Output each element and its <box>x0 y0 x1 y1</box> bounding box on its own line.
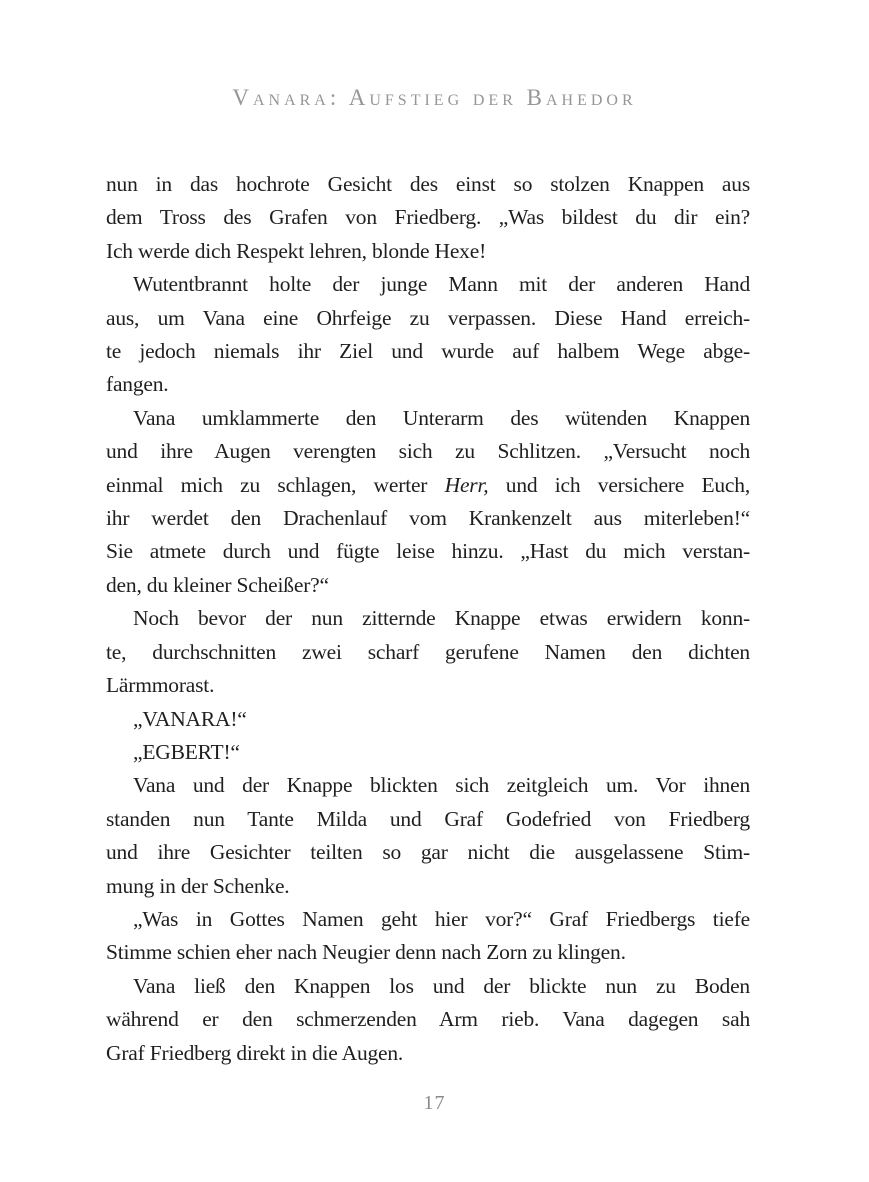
text-line <box>106 335 750 368</box>
text-line <box>106 1037 750 1070</box>
text-line <box>106 368 750 401</box>
text-line <box>106 201 750 234</box>
text-line <box>106 903 750 936</box>
paragraph <box>106 602 750 702</box>
text-segment: „VANARA!“ <box>133 706 247 731</box>
text-segment: te, durchschnitten zwei scharf gerufene Namen den dichten <box>106 639 750 664</box>
paragraph <box>106 903 750 970</box>
text-segment: Vana umklammerte den Unterarm des wütenden Knappen <box>133 405 750 430</box>
text-line <box>106 168 750 201</box>
text-segment: Ich werde dich Respekt lehren, blonde Hexe! <box>106 238 487 263</box>
text-segment: Lärmmorast. <box>106 673 215 698</box>
text-segment: aus, um Vana eine Ohrfeige zu verpassen. Diese Hand erreich- <box>106 305 750 330</box>
text-line <box>106 302 750 335</box>
text-line <box>106 435 750 468</box>
italic-text: Herr, <box>444 472 489 497</box>
text-segment: einmal mich zu schlagen, werter <box>106 472 445 497</box>
text-segment: mung in der Schenke. <box>106 873 290 898</box>
paragraph <box>106 736 750 769</box>
text-segment: während er den schmerzenden Arm rieb. Vana dagegen sah <box>106 1007 750 1032</box>
text-line <box>106 970 750 1003</box>
text-line <box>106 268 750 301</box>
text-line <box>106 803 750 836</box>
text-line <box>106 736 750 769</box>
text-segment: ihr werdet den Drachenlauf vom Krankenzelt aus miterleben!“ <box>106 506 750 531</box>
text-line <box>106 769 750 802</box>
text-segment: Vana ließ den Knappen los und der blickte nun zu Boden <box>133 973 750 998</box>
paragraph <box>106 268 750 402</box>
text-segment: te jedoch niemals ihr Ziel und wurde auf halbem Wege abge- <box>106 339 750 364</box>
paragraph <box>106 168 750 268</box>
text-line <box>106 1003 750 1036</box>
text-segment: und ich versichere Euch, <box>488 472 750 497</box>
text-segment: standen nun Tante Milda und Graf Godefried von Friedberg <box>106 806 750 831</box>
text-line <box>106 936 750 969</box>
text-segment: dem Tross des Grafen von Friedberg. „Was bildest du dir ein? <box>106 205 750 230</box>
text-segment: und ihre Augen verengten sich zu Schlitzen. „Versucht noch <box>106 439 750 464</box>
text-line <box>106 636 750 669</box>
text-line <box>106 502 750 535</box>
paragraph <box>106 402 750 602</box>
text-segment: Noch bevor der nun zitternde Knappe etwas erwidern konn- <box>133 606 750 631</box>
text-segment: nun in das hochrote Gesicht des einst so stolzen Knappen aus <box>106 172 750 196</box>
text-line <box>106 402 750 435</box>
text-segment: fangen. <box>106 372 169 397</box>
paragraph <box>106 970 750 1070</box>
text-segment: Graf Friedberg direkt in die Augen. <box>106 1040 404 1065</box>
text-line <box>106 836 750 869</box>
text-segment: „EGBERT!“ <box>133 739 240 764</box>
text-line <box>106 569 750 602</box>
paragraph <box>106 769 750 903</box>
text-line <box>106 703 750 736</box>
page-number: 17 <box>423 1092 446 1114</box>
text-segment: Stimme schien eher nach Neugier denn nach Zorn zu klingen. <box>106 940 626 965</box>
text-line <box>106 602 750 635</box>
text-line <box>106 870 750 903</box>
text-block <box>106 168 750 1070</box>
text-segment: den, du kleiner Scheißer?“ <box>106 572 329 597</box>
text-line <box>106 669 750 702</box>
text-segment: und ihre Gesichter teilten so gar nicht die ausgelassene Stim- <box>106 840 750 865</box>
text-segment: „Was in Gottes Namen geht hier vor?“ Graf Friedbergs tiefe <box>133 906 750 931</box>
text-segment: Wutentbrannt holte der junge Mann mit der anderen Hand <box>133 272 750 297</box>
text-segment: Sie atmete durch und fügte leise hinzu. „Hast du mich verstan- <box>106 539 750 564</box>
text-segment: Vana und der Knappe blickten sich zeitgleich um. Vor ihnen <box>133 773 750 798</box>
paragraph <box>106 703 750 736</box>
text-line <box>106 469 750 502</box>
page-header-title: Vanara: Aufstieg der Bahedor <box>232 85 637 110</box>
text-line <box>106 535 750 568</box>
text-line <box>106 235 750 268</box>
